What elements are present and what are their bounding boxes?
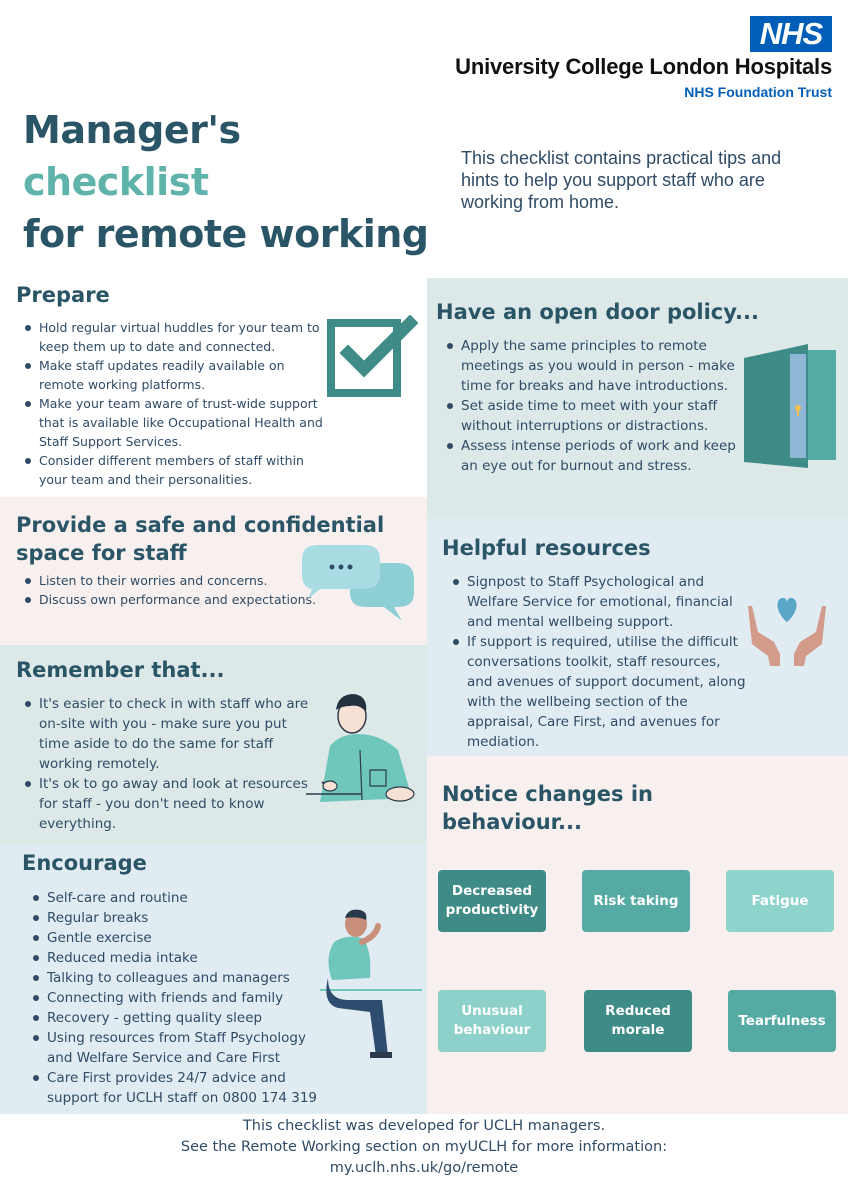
org-subtitle: NHS Foundation Trust (684, 84, 832, 100)
prepare-list (24, 318, 324, 489)
title-line-1: Manager's (23, 108, 241, 152)
list-item: Make staff updates readily available on remote working platforms. (24, 356, 324, 394)
badge-fatigue: Fatigue (726, 870, 834, 932)
safe-space-list (24, 571, 324, 609)
list-item: Apply the same principles to remote meetings as you would in person - make time for breaks and have introductions. (446, 336, 740, 396)
chat-bubbles-icon (298, 543, 416, 623)
helpful-title: Helpful resources (442, 536, 651, 560)
heart-hands-icon (744, 592, 830, 668)
list-item: Consider different members of staff within your team and their personalities. (24, 451, 324, 489)
badge-decreased-productivity: Decreased productivity (438, 870, 546, 932)
list-item: Connecting with friends and family (32, 988, 332, 1008)
title-line-3: for remote working (23, 212, 429, 256)
intro-text: This checklist contains practical tips and hints to help you support staff who are working from home. (461, 148, 782, 212)
badge-unusual-behaviour: Unusual behaviour (438, 990, 546, 1052)
footer (0, 1116, 848, 1179)
remember-list (24, 694, 314, 834)
footer-line-1: This checklist was developed for UCLH managers. (242, 1118, 606, 1134)
list-item: Self-care and routine (32, 888, 332, 908)
list-item: Set aside time to meet with your staff without interruptions or distractions. (446, 396, 740, 436)
badge-reduced-morale: Reduced morale (584, 990, 692, 1052)
notice-title-line-1: Notice changes in (442, 782, 653, 806)
encourage-title: Encourage (22, 851, 147, 875)
open-door-list (446, 336, 740, 476)
list-item: If support is required, utilise the difficult conversations toolkit, staff resources, and avenues of support document, along with the wellbeing section of the appraisal, Care First, and avenues for mediation. (452, 632, 748, 752)
list-item: Recovery - getting quality sleep (32, 1008, 332, 1028)
helpful-list (452, 572, 748, 752)
list-item: Gentle exercise (32, 928, 332, 948)
remember-title: Remember that... (16, 658, 225, 682)
list-item: Regular breaks (32, 908, 332, 928)
man-sitting-icon (318, 908, 424, 1064)
open-door-title: Have an open door policy... (436, 300, 759, 324)
title-line-2: checklist (23, 160, 209, 204)
list-item: Assess intense periods of work and keep an eye out for burnout and stress. (446, 436, 740, 476)
list-item: Talking to colleagues and managers (32, 968, 332, 988)
org-name: University College London Hospitals (455, 54, 832, 79)
man-writing-icon (300, 690, 422, 808)
list-item: Signpost to Staff Psychological and Welfare Service for emotional, financial and mental wellbeing support. (452, 572, 748, 632)
list-item: It's easier to check in with staff who are on-site with you - make sure you put time aside to do the same for staff working remotely. (24, 694, 314, 774)
notice-title (442, 780, 653, 836)
notice-title-line-2: behaviour... (442, 810, 582, 834)
page-title (23, 104, 429, 260)
list-item: Listen to their worries and concerns. (24, 571, 324, 590)
list-item: Care First provides 24/7 advice and support for UCLH staff on 0800 174 319 (32, 1068, 332, 1108)
encourage-list (32, 888, 332, 1108)
badge-risk-taking: Risk taking (582, 870, 690, 932)
list-item: Reduced media intake (32, 948, 332, 968)
nhs-logo: NHS (750, 16, 832, 52)
footer-line-2: See the Remote Working section on myUCLH for more information: (180, 1139, 668, 1155)
safe-space-title-line-1: Provide a safe and confidential (16, 513, 385, 537)
safe-space-title-line-2: space for staff (16, 541, 187, 565)
badge-tearfulness: Tearfulness (728, 990, 836, 1052)
list-item: Discuss own performance and expectations. (24, 590, 324, 609)
list-item: Make your team aware of trust-wide support that is available like Occupational Health and Staff Support Services. (24, 394, 324, 451)
footer-link[interactable]: my.uclh.nhs.uk/go/remote (329, 1160, 519, 1176)
open-door-icon (740, 344, 840, 468)
list-item: Hold regular virtual huddles for your team to keep them up to date and connected. (24, 318, 324, 356)
checkbox-icon (326, 315, 418, 401)
prepare-title: Prepare (16, 283, 110, 307)
list-item: It's ok to go away and look at resources for staff - you don't need to know everything. (24, 774, 314, 834)
list-item: Using resources from Staff Psychology and Welfare Service and Care First (32, 1028, 332, 1068)
